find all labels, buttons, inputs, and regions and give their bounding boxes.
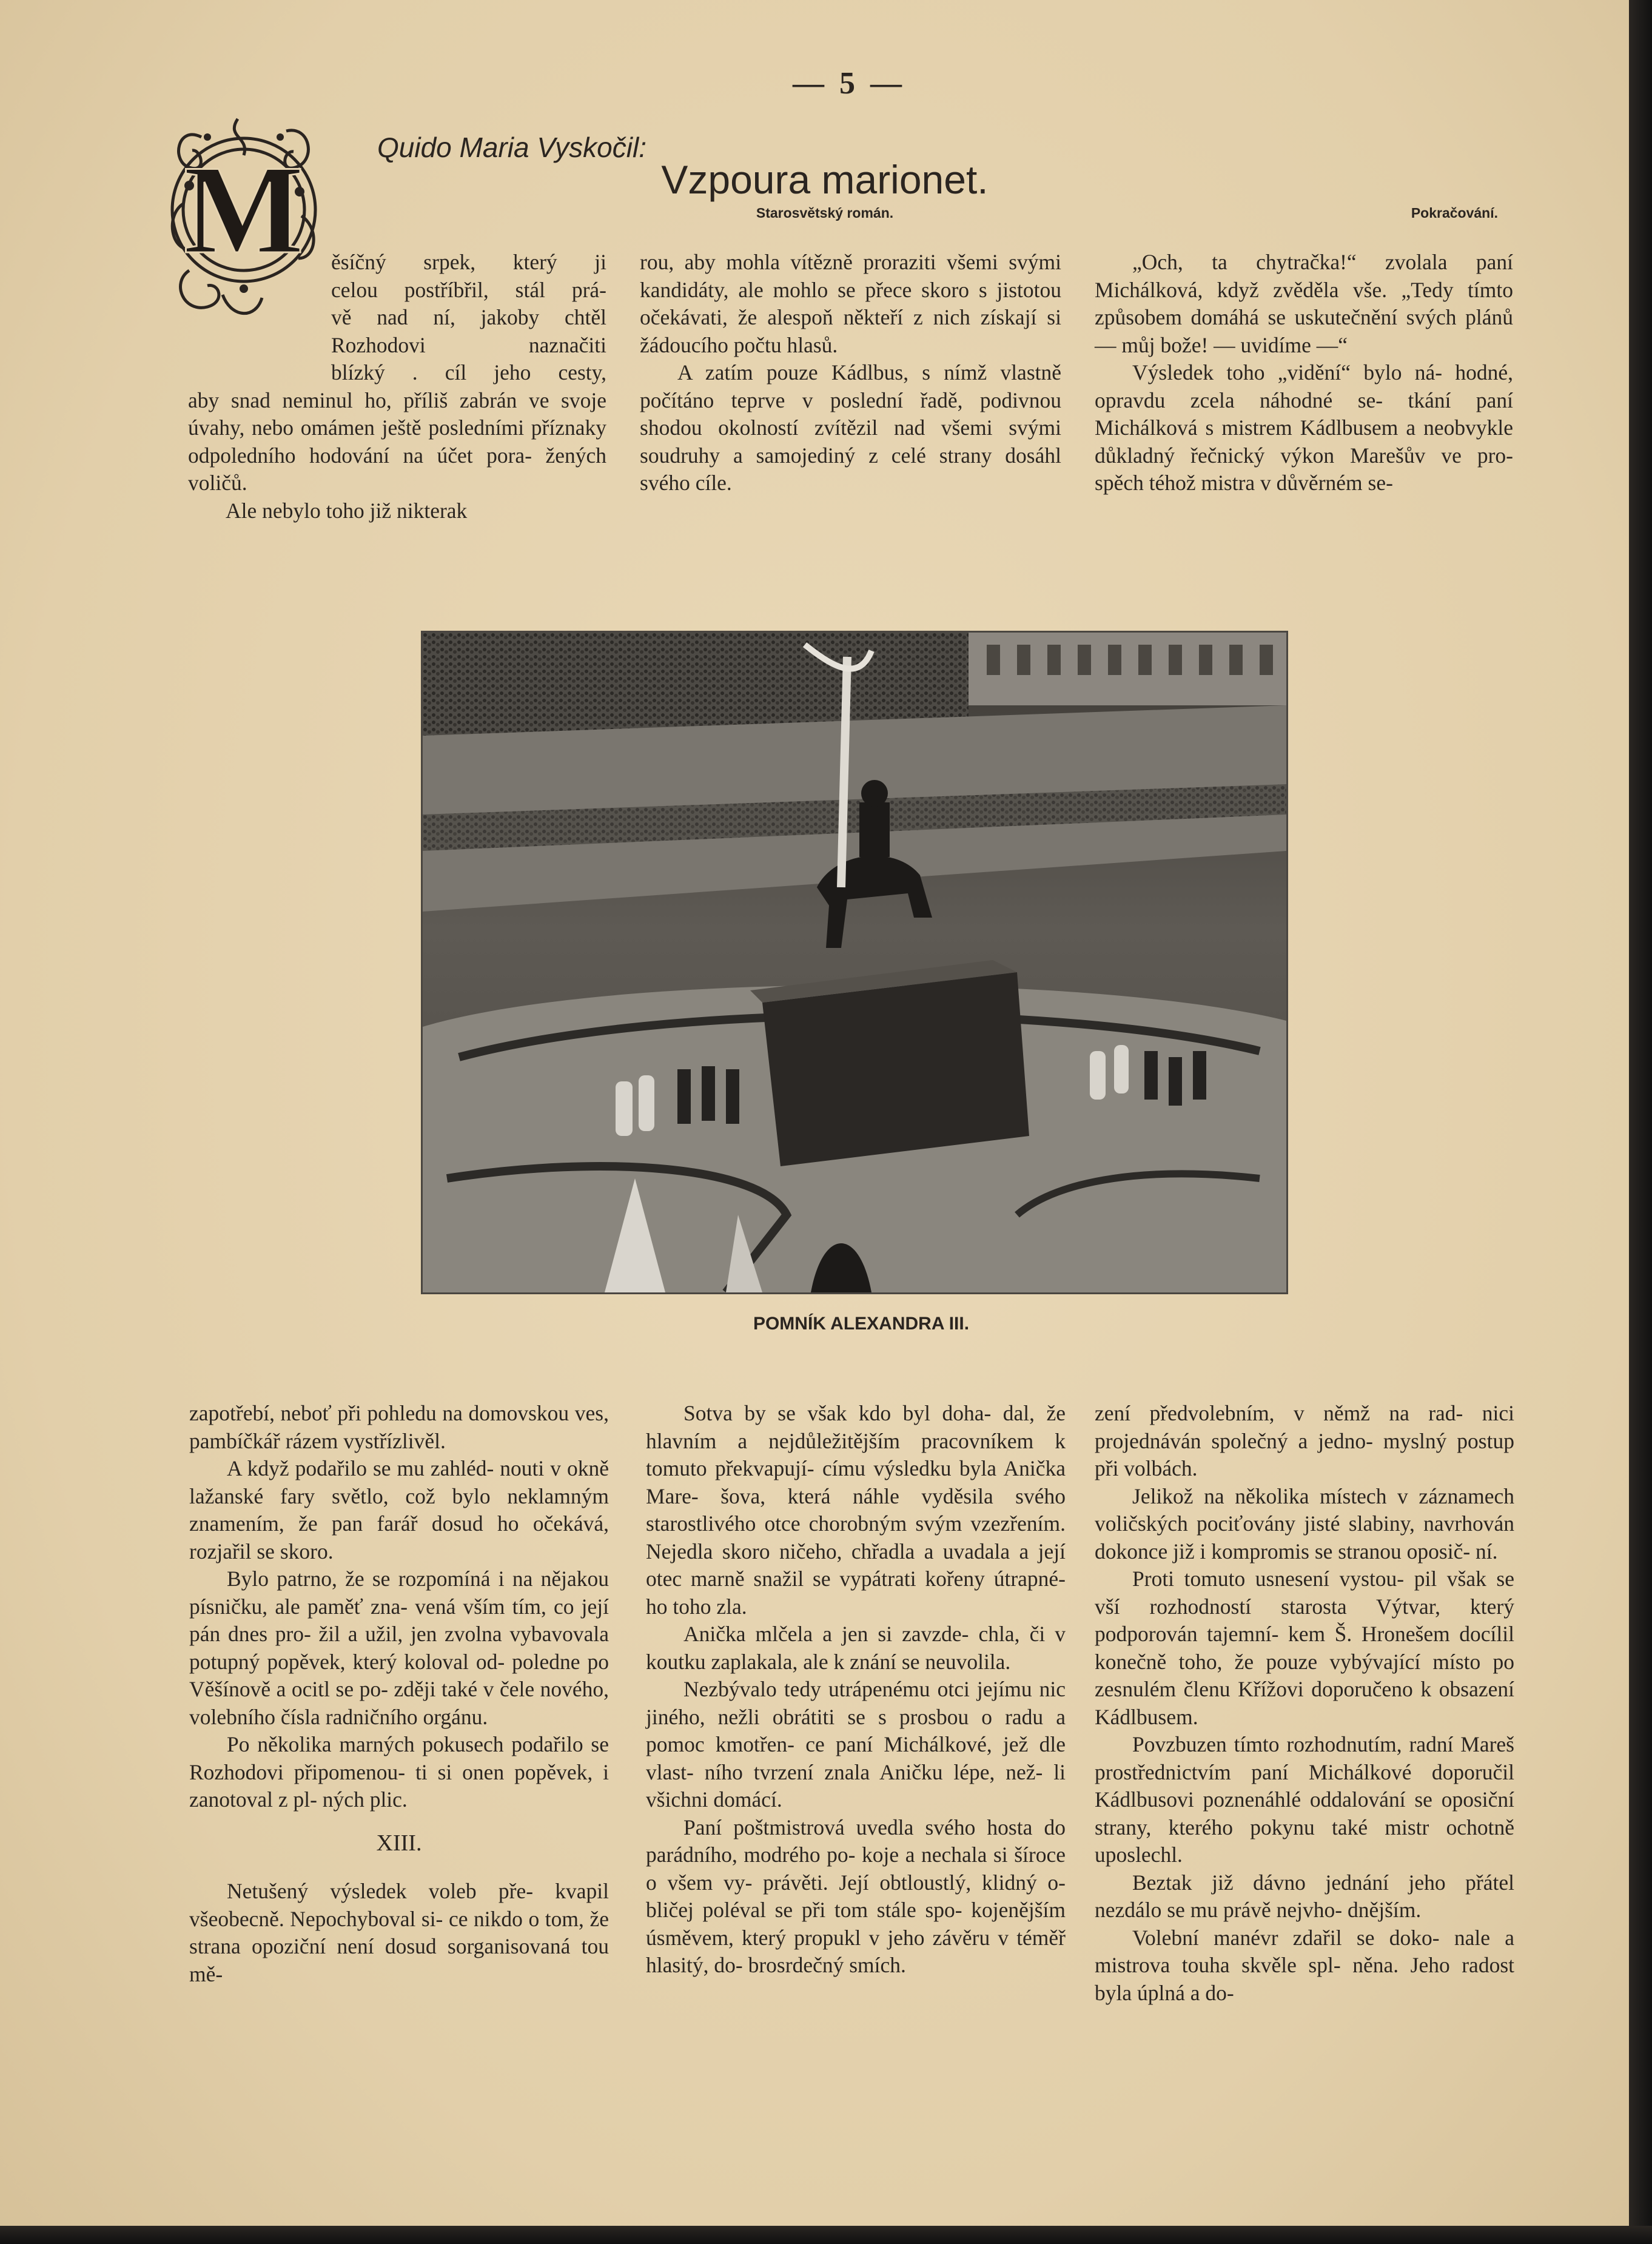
paragraph: Volební manévr zdařil se doko- nale a mistrova touha skvěle spl- něna. Jeho radost byla úplná a do- <box>1095 1925 1514 2005</box>
continued-label: Pokračování. <box>1411 205 1498 221</box>
paragraph: Netušený výsledek voleb pře- kvapil všeobecně. Nepochyboval si- ce nikdo o tom, že strana opoziční není dosud sorganisovaná tou mě- <box>189 1879 609 1986</box>
bottom-column-2 <box>646 1400 1066 1980</box>
paragraph: A zatím pouze Kádlbus, s nímž vlastně počítáno teprve v poslední řadě, podivnou shodou okolností zvítězil nad všemi svými soudruhy a samojediný z celé strany dosáhl svého cíle. <box>640 360 1061 495</box>
paragraph: zení předvolebním, v němž na rad- nici projednáván společný a jedno- myslný postup při volbách. <box>1095 1401 1514 1480</box>
scan-edge-right <box>1629 0 1652 2244</box>
paragraph: zapotřebí, neboť při pohledu na domovskou ves, pambíčkář rázem vystřízlivěl. <box>189 1401 609 1453</box>
top-column-2 <box>640 249 1061 497</box>
chapter-heading: XIII. <box>376 1830 422 1856</box>
dropcap-line: Rozhodovi naznačiti <box>331 332 606 357</box>
top-column-3 <box>1095 249 1513 497</box>
author-name: Quido Maria Vyskočil: <box>377 132 646 163</box>
photo-caption: POMNÍK ALEXANDRA III. <box>753 1314 970 1334</box>
paragraph: A když podařilo se mu zahléd- nouti v okně lažanské fary světlo, což bylo neklamným znamením, že pan farář dosud ho očekává, rozjařil se skoro. <box>189 1456 609 1564</box>
dropcap-line: ěsíčný srpek, který ji <box>331 250 606 274</box>
dropcap-line: vě nad ní, jakoby chtěl <box>331 305 606 329</box>
paragraph: „Och, ta chytračka!“ zvolala paní Michálková, když zvěděla vše. „Tedy tímto způsobem domáhá se uskutečnění svých plánů — můj bože! — uvidíme —“ <box>1095 250 1513 357</box>
paragraph: Po několika marných pokusech podařilo se Rozhodovi připomenou- ti si onen popěvek, i zanotoval z pl- ných plic. <box>189 1732 609 1812</box>
monument-photo <box>421 631 1288 1294</box>
paragraph: Nezbývalo tedy utrápenému otci jejímu nic jiného, nežli obrátiti se s prosbou o radu a pomoc kmotřen- ce paní Michálkové, jež dle vlast- ního tvrzení znala Aničku lépe, než- li všichni domácí. <box>646 1677 1066 1812</box>
bottom-column-3 <box>1095 1400 1514 2007</box>
scan-edge-bottom <box>0 2226 1652 2244</box>
article-subtitle: Starosvětský román. <box>756 205 894 221</box>
monument-photo-image <box>423 633 1286 1292</box>
bottom-column-1 <box>189 1400 609 1988</box>
paragraph: Bylo patrno, že se rozpomíná i na nějakou písničku, ale paměť zna- vená vším tím, co její pán dnes pro- žil a užil, jen zvolna vybavovala potupný popěvek, který koloval od- poledne po Věšínově a ocitl se po- zději také v čele nového, volebního čísla radničního orgánu. <box>189 1567 609 1729</box>
paragraph: Povzbuzen tímto rozhodnutím, radní Mareš prostřednictvím paní Michálkové doporučil Kádlbusovi poznenáhlé oddalování se oposiční strany, kterého pokynu také mistr ochotně uposlechl. <box>1095 1732 1514 1867</box>
page-number: — 5 — <box>793 66 905 101</box>
paragraph: Ale nebylo toho již nikterak <box>226 498 468 523</box>
paragraph: Beztak již dávno jednání jeho přátel nezdálo se mu právě nejvho- dnějším. <box>1095 1870 1514 1922</box>
dropcap-line: celou postříbřil, stál prá- <box>331 277 606 302</box>
paragraph: Jelikož na několika místech v záznamech voličských pociťovány jisté slabiny, navrhován dokonce již i kompromis se stranou oposič- ní. <box>1095 1483 1514 1564</box>
paragraph: Výsledek toho „vidění“ bylo ná- hodné, opravdu zcela náhodné se- tkání paní Michálková s mistrem Kádlbusem a neobvykle důkladný řečnický výkon Marešův ve pro- spěch téhož mistra v důvěrném se- <box>1095 360 1513 495</box>
paragraph: rou, aby mohla vítězně proraziti všemi svými kandidáty, ale mohlo se přece skoro s jistotou očekávati, že alespoň někteří z nich získají si žádoucího počtu hlasů. <box>640 250 1061 357</box>
dropcap-line: blízký . cíl jeho cesty, <box>331 360 606 385</box>
paragraph: Proti tomuto usnesení vystou- pil však se vší rozhodností starosta Výtvar, který podporován tajemní- kem Š. Hronešem docílil konečně toho, že pouze vybývající místo po zesnulém členu Křížovi doporučeno k obsazení Kádlbusem. <box>1095 1567 1514 1729</box>
paragraph: Paní poštmistrová uvedla svého hosta do parádního, modrého po- koje a nechala si šíroce o všem vy- právěti. Její obtloustlý, klidný o- bličej poléval se při tom stále spo- kojenějším úsměvem, který propukl v jeho závěru v téměř hlasitý, do- brosrdečný smích. <box>646 1815 1066 1977</box>
paragraph: Anička mlčela a jen si zavzde- chla, či v koutku zaplakala, ale k znání se neuvolila. <box>646 1622 1066 1674</box>
dropcap-letter: M <box>183 139 304 280</box>
paragraph: Sotva by se však kdo byl doha- dal, že hlavním a nejdůležitějším pracovníkem k tomuto překvapují- címu výsledku byla Anička Mare- šova, která náhle vyděsila svého starostlivého otce chorobným svým vzezřením. Nejedla skoro ničeho, chřadla a uvadala a její otec marně snažil se vypátrati kořeny útrapné- ho toho zla. <box>646 1401 1066 1619</box>
top-column-1 <box>188 249 606 525</box>
paragraph: aby snad neminul ho, příliš zabrán ve svoje úvahy, nebo omámen ještě posledními příznaky odpoledního hodování na účet pora- žených voličů. <box>188 388 606 495</box>
article-title: Vzpoura marionet. <box>661 157 989 202</box>
